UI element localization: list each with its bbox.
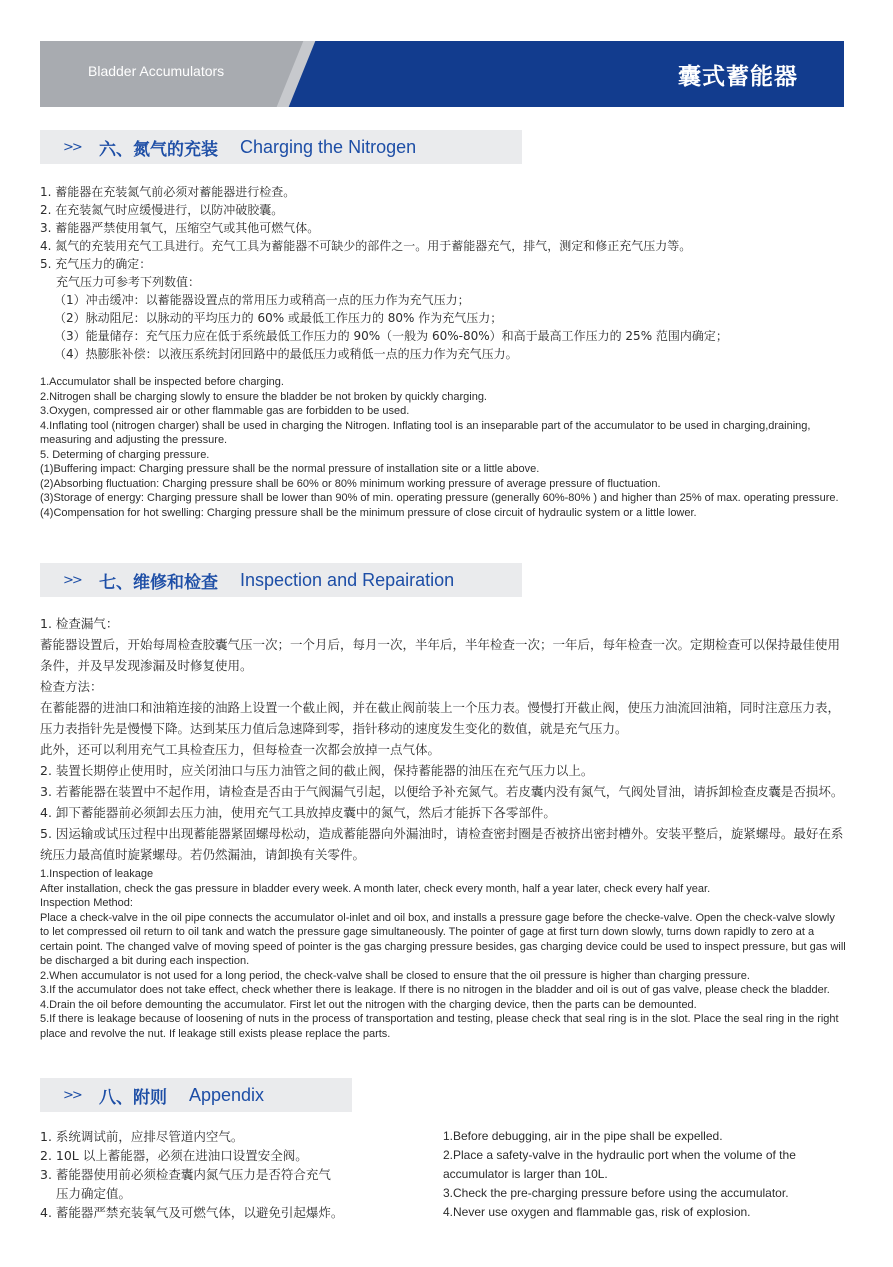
- paragraph: (4)Compensation for hot swelling: Charging pressure shall be the minimum pressure of close circuit of hydraulic system or a little lower.: [40, 506, 697, 519]
- paragraph: 1. 系统调试前，应排尽管道内空气。: [40, 1129, 244, 1144]
- paragraph: 3.If the accumulator does not take effect, check whether there is leakage. If there is no nitrogen in the bladder and oil is out of gas valve, please check the bladder.: [40, 984, 830, 996]
- header-banner: [40, 41, 844, 107]
- section-title-cn: 六、氮气的充装: [99, 139, 218, 160]
- header-title-cn: 囊式蓄能器: [678, 64, 798, 90]
- section-title-en: Charging the Nitrogen: [240, 136, 417, 157]
- paragraph: （4）热膨胀补偿：以液压系统封闭回路中的最低压力或稍低一点的压力作为充气压力。: [54, 347, 518, 361]
- section-header-charging: [40, 130, 522, 164]
- paragraph: Place a check-valve in the oil pipe connects the accumulator ol-inlet and oil box, and installs a pressure gage before the checke-valve. Open the check-valve slowly to let compressed oil return to oil tank and watch the pressure gage simultaneously. The pointer of gage at first turn down slowly, turns down rapidly to zero at a certain point. The changed valve of moving speed of pointer is the gas charging pressure besides, gas charging device could be used to inspect pressure, but gas will be discharged a bit during each inspection.: [40, 911, 846, 967]
- paragraph: 2. 在充装氮气时应缓慢进行，以防冲破胶囊。: [40, 203, 284, 217]
- header-right-panel: [320, 41, 844, 107]
- section-charging-cn-text: [40, 183, 846, 363]
- paragraph: 1.Inspection of leakage: [40, 868, 154, 880]
- paragraph: 此外，还可以利用充气工具检查压力，但每检查一次都会放掉一点气体。: [40, 742, 441, 757]
- paragraph: 4. 蓄能器严禁充装氧气及可燃气体，以避免引起爆炸。: [40, 1205, 344, 1220]
- paragraph: 2.Place a safety-valve in the hydraulic port when the volume of the accumulator is larger than 10L.: [443, 1148, 796, 1181]
- paragraph: 4. 氮气的充装用充气工具进行。充气工具为蓄能器不可缺少的部件之一。用于蓄能器充气，排气，测定和修正充气压力等。: [40, 239, 692, 253]
- paragraph: 4.Never use oxygen and flammable gas, risk of explosion.: [443, 1205, 751, 1219]
- section-header-inspection: [40, 563, 522, 597]
- paragraph: 在蓄能器的进油口和油箱连接的油路上设置一个截止阀，并在截止阀前装上一个压力表。慢慢打开截止阀，使压力油流回油箱，同时注意压力表，压力表指针先是慢慢下降。达到某压力值后急速降到零，指针移动的速度发生变化的数值，就是充气压力。: [40, 700, 841, 736]
- paragraph: （3）能量储存：充气压力应在低于系统最低工作压力的 90%（一般为 60%-80%）和高于最高工作压力的 25% 范围内确定；: [54, 329, 728, 343]
- double-chevron-icon: >>: [63, 1087, 81, 1103]
- paragraph: 压力确定值。: [56, 1186, 132, 1201]
- paragraph: 2.When accumulator is not used for a long period, the check-valve shall be closed to ensure that the oil pressure is higher than charging pressure.: [40, 969, 750, 982]
- paragraph: (3)Storage of energy: Charging pressure shall be lower than 90% of min. operating pressure (generally 60%-80% ) and higher than 25% of max. operating pressure.: [40, 492, 839, 504]
- paragraph: 3.Check the pre-charging pressure before using the accumulator.: [443, 1186, 789, 1200]
- paragraph: (2)Absorbing fluctuation: Charging pressure shall be 60% or 80% minimum working pressure of average pressure of fluctuation.: [40, 477, 661, 490]
- double-chevron-icon: >>: [63, 572, 81, 588]
- double-chevron-icon: >>: [63, 139, 81, 155]
- paragraph: 3. 蓄能器使用前必须检查囊内氮气压力是否符合充气: [40, 1167, 331, 1182]
- paragraph: (1)Buffering impact: Charging pressure shall be the normal pressure of installation site or a little above.: [40, 463, 540, 475]
- paragraph: 5.If there is leakage because of loosening of nuts in the process of transportation and testing, please check that seal ring is in the slot. Place the seal ring in the right place and revolve the nut. If leakage still exists please replace the parts.: [40, 1013, 839, 1040]
- header-title-en: Bladder Accumulators: [88, 63, 225, 79]
- paragraph: 4.Inflating tool (nitrogen charger) shall be used in charging the Nitrogen. Inflating tool is an inseparable part of the accumulator to be used in charging,draining, measuring and adjusting the pressure.: [40, 419, 811, 446]
- paragraph: After installation, check the gas pressure in bladder every week. A month later, check every month, half a year later, check every half year.: [40, 882, 711, 895]
- section-inspection-cn-text: [40, 613, 846, 865]
- paragraph: 4. 卸下蓄能器前必须卸去压力油，使用充气工具放掉皮囊中的氮气，然后才能拆下各零部件。: [40, 805, 556, 820]
- paragraph: 1. 检查漏气：: [40, 616, 119, 631]
- paragraph: 充气压力可参考下列数值：: [56, 275, 201, 289]
- paragraph: 5. 充气压力的确定：: [40, 257, 152, 271]
- paragraph: 3.Oxygen, compressed air or other flammable gas are forbidden to be used.: [40, 405, 410, 417]
- section-appendix-cn-text: [40, 1127, 420, 1222]
- section-title-cn: 七、维修和检查: [99, 572, 218, 593]
- paragraph: 蓄能器设置后，开始每周检查胶囊气压一次；一个月后，每月一次，半年后，半年检查一次；一年后，每年检查一次。定期检查可以保持最佳使用条件，并及早发现渗漏及时修复使用。: [40, 637, 841, 673]
- section-appendix-en-text: [443, 1127, 845, 1222]
- paragraph: （2）脉动阻尼：以脉动的平均压力的 60% 或最低工作压力的 80% 作为充气压力；: [54, 311, 503, 325]
- paragraph: 1.Accumulator shall be inspected before charging.: [40, 376, 284, 388]
- paragraph: 2. 装置长期停止使用时，应关闭油口与压力油管之间的截止阀，保持蓄能器的油压在充气压力以上。: [40, 763, 594, 778]
- section-inspection-en-text: [40, 867, 846, 1041]
- paragraph: （1）冲击缓冲：以蓄能器设置点的常用压力或稍高一点的压力作为充气压力；: [54, 293, 470, 307]
- paragraph: 2. 10L 以上蓄能器，必须在进油口设置安全阀。: [40, 1148, 308, 1163]
- section-charging-en-text: [40, 375, 846, 520]
- section-title-cn: 八、附则: [99, 1087, 167, 1108]
- paragraph: 5. Determing of charging pressure.: [40, 448, 210, 461]
- paragraph: 2.Nitrogen shall be charging slowly to ensure the bladder be not broken by quickly charging.: [40, 390, 487, 403]
- header-left-panel: [40, 41, 320, 107]
- paragraph: 1.Before debugging, air in the pipe shall be expelled.: [443, 1129, 723, 1143]
- paragraph: 检查方法：: [40, 679, 103, 694]
- section-title-en: Inspection and Repairation: [240, 569, 455, 590]
- section-header-appendix: [40, 1078, 352, 1112]
- paragraph: 5. 因运输或试压过程中出现蓄能器紧固螺母松动，造成蓄能器向外漏油时，请检查密封圈是否被挤出密封槽外。安装平整后，旋紧螺母。最好在系统压力最高值时旋紧螺母。若仍然漏油，请卸换有关零件。: [40, 826, 844, 862]
- paragraph: 1. 蓄能器在充装氮气前必须对蓄能器进行检查。: [40, 185, 296, 199]
- paragraph: 3. 蓄能器严禁使用氧气，压缩空气或其他可燃气体。: [40, 221, 320, 235]
- section-title-en: Appendix: [189, 1084, 265, 1105]
- paragraph: 3. 若蓄能器在装置中不起作用，请检查是否由于气阀漏气引起，以便给予补充氮气。若皮囊内没有氮气，气阀处冒油，请拆卸检查皮囊是否损坏。: [40, 784, 844, 799]
- paragraph: 4.Drain the oil before demounting the accumulator. First let out the nitrogen with the charging device, then the parts can be demounted.: [40, 998, 697, 1011]
- paragraph: Inspection Method:: [40, 897, 133, 909]
